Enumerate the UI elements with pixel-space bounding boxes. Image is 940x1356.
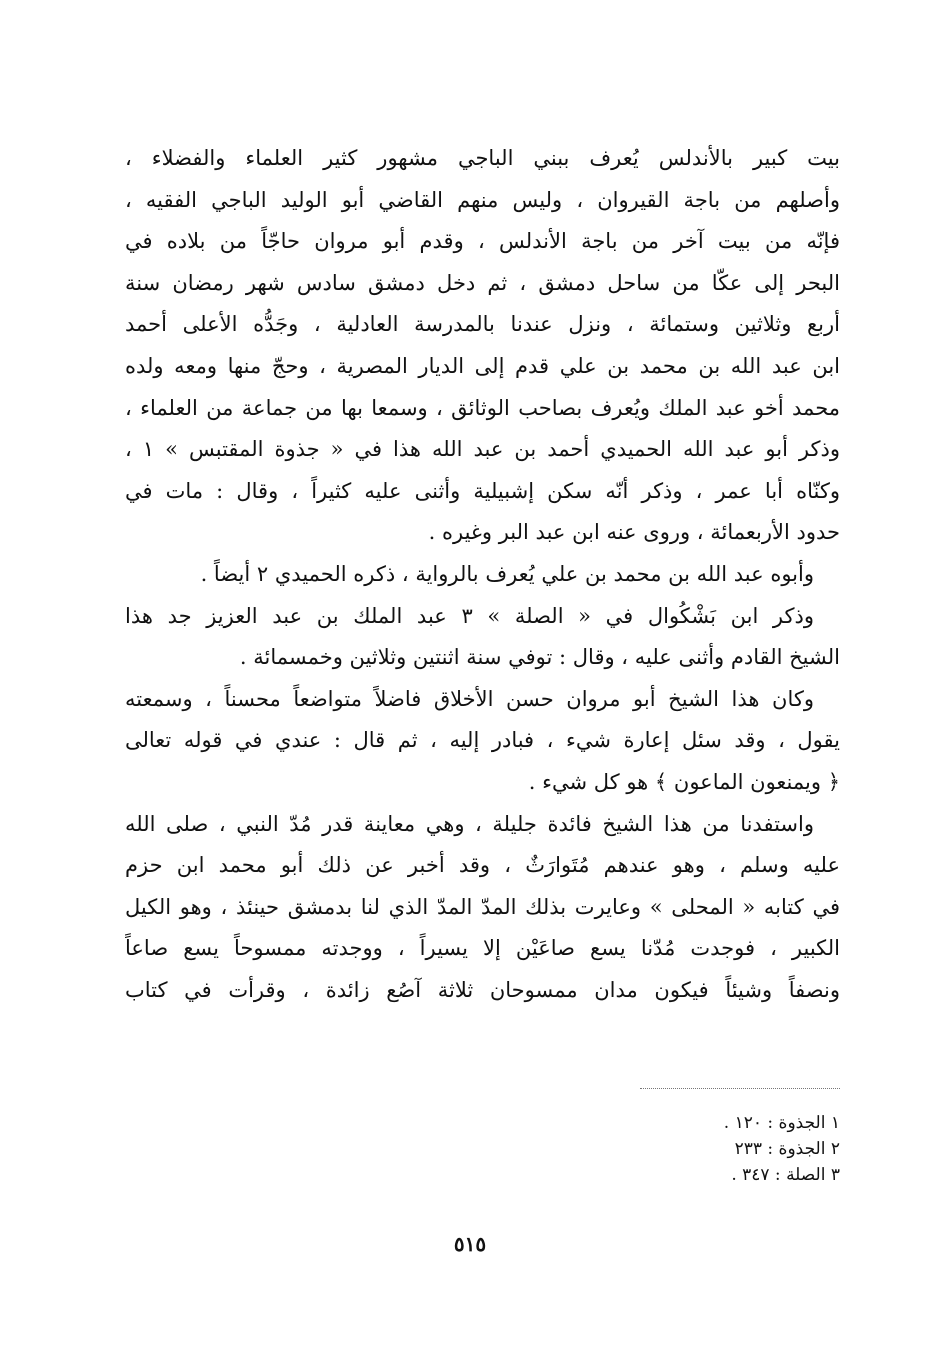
text-line: وكان هذا الشيخ أبو مروان حسن الأخلاق فاضلاً متواضعاً محسناً ، وسمعته xyxy=(125,686,814,711)
text-line: وذكر ابن بَشْكُوال في « الصلة » ٣ عبد الملك بن عبد العزيز جد هذا xyxy=(125,603,815,628)
text-line: أربع وثلاثين وستمائة ، ونزل عندنا بالمدرسة العادلية ، وجَدُّه الأعلى أحمد xyxy=(125,312,840,337)
text-line: وذكر أبو عبد الله الحميدي أحمد بن عبد الله هذا في « جذوة المقتبس » ١ ، xyxy=(125,437,840,462)
text-line: حدود الأربعمائة ، وروى عنه ابن عبد البر وغيره . xyxy=(428,520,840,545)
text-line: ابن عبد الله بن محمد بن علي قدم إلى الديار المصرية ، وحجّ منها ومعه ولده xyxy=(125,353,840,378)
text-line: عليه وسلم ، وهو عندهم مُتَوارَثٌ ، وقد أخبر عن ذلك أبو محمد ابن حزم xyxy=(125,853,840,878)
text-line: وكنّاه أبا عمر ، وذكر أنّه سكن إشبيلية وأثنى عليه كثيراً ، وقال : مات في xyxy=(125,478,840,503)
page-number: ٥١٥ xyxy=(453,1232,487,1256)
text-line: ونصفاً وشيئاً فيكون مدان ممسوحان ثلاثة آصُع زائدة ، وقرأت في كتاب xyxy=(125,977,840,1002)
text-line: يقول ، وقد سئل إعارة شيء ، فبادر إليه ، ثم قال : عندي في قوله تعالى xyxy=(125,728,840,753)
footnotes xyxy=(560,1110,840,1188)
text-line: وأبوه عبد الله بن محمد بن علي يُعرف بالرواية ، ذكره الحميدي ٢ أيضاً . xyxy=(200,561,814,586)
footnote-divider xyxy=(640,1088,840,1089)
text-line: واستفدنا من هذا الشيخ فائدة جليلة ، وهي معاينة قدر مُدّ النبي ، صلى الله xyxy=(125,811,814,836)
text-line: ﴿ ويمنعون الماعون ﴾ هو كل شيء . xyxy=(528,769,840,794)
text-line: فإنّه من بيت آخر من باجة الأندلس ، وقدم أبو مروان حاجّاً من بلاده في xyxy=(125,229,840,254)
text-line: البحر إلى عكّا من ساحل دمشق ، ثم دخل دمشق سادس شهر رمضان سنة xyxy=(125,270,840,295)
text-line: الكبير ، فوجدت مُدّنا يسع صاعَيْن إلا يسيراً ، ووجدته ممسوحاً يسع صاعاً xyxy=(125,936,840,961)
text-line: بيت كبير بالأندلس يُعرف ببني الباجي مشهور كثير العلماء والفضلاء ، xyxy=(125,146,840,170)
footnote: ١ الجذوة : ١٢٠ . xyxy=(723,1113,840,1133)
body-text xyxy=(125,138,840,1011)
text-line: وأصلهم من باجة القيروان ، وليس منهم القاضي أبو الوليد الباجي الفقيه ، xyxy=(125,187,840,212)
text-line: الشيخ القادم وأثنى عليه ، وقال : توفي سنة اثنتين وثلاثين وخمسمائة . xyxy=(239,645,840,670)
text-line: محمد أخو عبد الملك ويُعرف بصاحب الوثائق ، وسمعا بها من جماعة من العلماء ، xyxy=(125,395,840,420)
footnote: ٢ الجذوة : ٢٣٣ xyxy=(734,1139,840,1159)
footnote: ٣ الصلة : ٣٤٧ . xyxy=(731,1165,840,1185)
text-line: في كتابه « المحلى » وعايرت بذلك المدّ المدّ الذي لنا بدمشق حينئذ ، وهو الكيل xyxy=(125,894,840,919)
